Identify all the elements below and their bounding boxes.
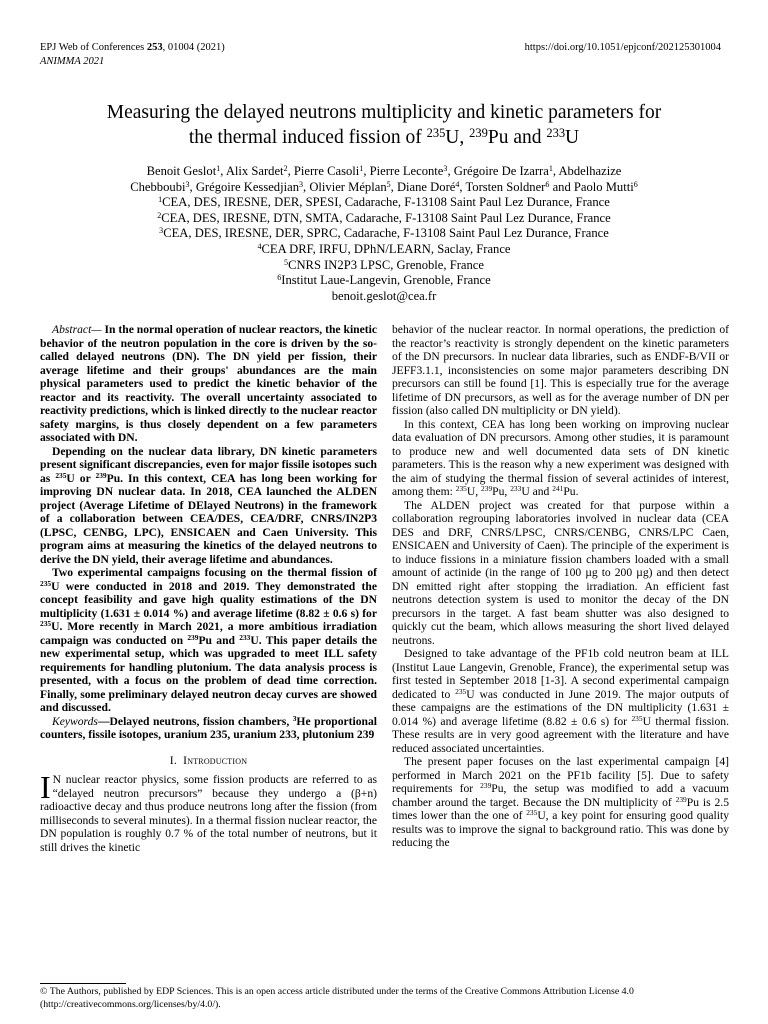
- author-email[interactable]: benoit.geslot@cea.fr: [331, 288, 437, 303]
- footer-rule: [40, 983, 126, 984]
- affiliation: $^4$CEA DRF, IRFU, DPhN/LEARN, Saclay, France: [257, 241, 511, 256]
- keywords-paragraph: Keywords—Delayed neutrons, fission chambers, $^3$He proportional counters, fissile isotopes, uranium 235, uranium 233, plutonium 239: [40, 713, 377, 741]
- body-paragraph: In this context, CEA has long been working on improving nuclear data evaluation of DN precursors. Among other studies, it is paramount to produce new and well documented data sets of DN kinetic parameters. This is the reason why a new experiment was designed with the aim of studying the thermal fission of several actinides of interest, among them: $^{235}$U, $^{239}$Pu, $^{233}$U and $^{241}$Pu.: [392, 417, 729, 498]
- body-paragraph: behavior of the nuclear reactor. In normal operations, the prediction of the reactor’s reactivity is strongly dependent on the kinetic parameters of the DN precursors. In nuclear data libraries, such as ENDF-B/VII or JEFF3.1.1, inconsistencies on some major parameters describing DN precursors can still be found [1]. This is especially true for the average lifetime of DN precursors, as well as for the average number of DN per fission (also called DN multiplicity or DN yield).: [392, 323, 729, 417]
- left-column: [40, 323, 377, 854]
- abstract-paragraph: Two experimental campaigns focusing on the thermal fission of $^{235}$U were conducted in 2018 and 2019. They demonstrated the concept feasibility and gave high quality estimations of the DN multiplicity (1.631 ± 0.014 %) and average lifetime (8.82 ± 0.6 s) for $^{235}$U. More recently in March 2021, a more ambitious irradiation campaign was conducted on $^{239}$Pu and $^{233}$U. This paper details the new experimental setup, which was upgraded to meet ILL safety requirements for handling plutonium. The data analysis process is presented, with a focus on the problem of dead time correction. Finally, some preliminary delayed neutron decay curves are showed and discussed.: [40, 566, 377, 714]
- affiliation: $^3$CEA, DES, IRESNE, DER, SPRC, Cadarache, F-13108 Saint Paul Lez Durance, France: [159, 226, 609, 241]
- license-footer: [40, 986, 730, 1011]
- paper-title: [60, 100, 708, 150]
- license-text: © The Authors, published by EDP Sciences. This is an open access article distributed under the terms of the Creative Commons Attribution License 4.0: [40, 986, 634, 997]
- author-line-1: Benoit Geslot$^1$, Alix Sardet$^2$, Pierre Casoli$^1$, Pierre Leconte$^3$, Grégoire De Izarra$^1$, Abdelhazize: [146, 163, 622, 178]
- title-line-1: Measuring the delayed neutrons multiplicity and kinetic parameters for: [106, 102, 662, 123]
- doi-link[interactable]: https://doi.org/10.1051/epjconf/202125301004: [524, 42, 721, 53]
- affiliation: $^5$CNRS IN2P3 LPSC, Grenoble, France: [284, 257, 484, 272]
- section-heading-introduction: I. Introduction: [169, 753, 248, 767]
- abstract-label: Abstract—: [52, 323, 102, 336]
- affiliation: $^6$Institut Laue-Langevin, Grenoble, France: [277, 273, 491, 288]
- body-paragraph: The ALDEN project was created for that purpose within a collaboration regrouping laboratories involved in nuclear data (CEA DES and DRF, CNRS/LPSC, CNRS/CENBG, CNRS/LPC Caen, ENSICAEN and University of Caen). The principle of the experiment is to induce fissions in a miniature fission chambers loaded with a small amount of actinide (in the range of 100 µg to 200 µg) and then detect DN emitted right after stopping the irradiation. An efficient fast neutrons detection system is used to monitor the decay of the DN precursors in the target. A fast beam shutter was also designed to quickly cut the beam, which allows measuring the short lived delayed neutrons.: [392, 498, 729, 647]
- body-paragraph: The present paper focuses on the last experimental campaign [4] performed in March 2021 on the PF1b facility [5]. Due to safety requirements for $^{239}$Pu, the setup was modified to add a vacuum chamber around the target. Because the DN multiplicity of $^{239}$Pu is 2.5 times lower than the one of $^{235}$U, a key point for ensuring good quality results was to improve the signal to background ratio. This was done by reducing the: [392, 755, 729, 849]
- volume-number: 253: [146, 42, 163, 53]
- drop-cap: I: [40, 769, 51, 805]
- author-block: [60, 164, 708, 304]
- conference-name: ANIMMA 2021: [40, 56, 105, 67]
- affiliation: $^2$CEA, DES, IRESNE, DTN, SMTA, Cadarache, F-13108 Saint Paul Lez Durance, France: [157, 210, 611, 225]
- abstract-paragraph: Abstract— In the normal operation of nuclear reactors, the kinetic behavior of the neutron population in the core is driven by the so-called delayed neutrons (DN). The DN yield per fission, their average lifetime and their groups' abundances are the main physical parameters used to predict the kinetic behavior of the reactor and its reactivity. The overall uncertainty associated to reactivity predictions, which is linked directly to the nuclear reactor safety margins, is thus closely dependent on a few parameters associated with DN.: [40, 323, 377, 444]
- title-line-2: the thermal induced fission of $^{235}$U, $^{239}$Pu and $^{233}$U: [188, 125, 580, 148]
- journal-reference: EPJ Web of Conferences 253, 01004 (2021): [40, 42, 225, 53]
- right-column: [392, 323, 729, 850]
- keywords-label: Keywords: [52, 714, 98, 728]
- affiliation: $^1$CEA, DES, IRESNE, DER, SPESI, Cadarache, F-13108 Saint Paul Lez Durance, France: [158, 195, 610, 210]
- abstract-paragraph: Depending on the nuclear data library, DN kinetic parameters present significant discrepancies, even for major fissile isotopes such as $^{235}$U or $^{239}$Pu. In this context, CEA has long been working for improving DN nuclear data. In 2018, CEA launched the ALDEN project (Average Lifetime of DElayed Neutrons) in the framework of a collaboration between CEA/DES, CEA/DRF, CNRS/IN2P3 (LPSC, CENBG, LPC), ENSICAEN and Caen University. This program aims at measuring the kinetics of the delayed neutrons to derive the DN yield, their average lifetime and abundances.: [40, 444, 378, 566]
- intro-paragraph: I N nuclear reactor physics, some fission products are referred to as “delayed neutron precursors” because they undergo a (β+n) radioactive decay and thus produce neutrons long after the fission (from milliseconds to several minutes). In a thermal fission nuclear reactor, the DN population is roughly 0.7 % of the total number of neutrons, but it still drives the kinetic: [40, 769, 377, 854]
- body-paragraph: Designed to take advantage of the PF1b cold neutron beam at ILL (Institut Laue Langevin, Grenoble, France), the experimental setup was first tested in September 2018 [1-3]. A second experimental campaign dedicated to $^{235}$U was conducted in June 2019. The major outputs of these campaigns are the estimations of the DN multiplicity (1.631 ± 0.014 %) and average lifetime (8.82 ± 0.6 s) for $^{235}$U thermal fission. These results are in very good agreement with the literature and have reduced associated uncertainties.: [392, 647, 729, 755]
- running-header-left: [40, 41, 225, 69]
- author-line-2: Chebboubi$^3$, Grégoire Kessedjian$^3$, Olivier Méplan$^5$, Diane Doré$^4$, Torsten Soldner$^6$ and Paolo Mutti$^6$: [130, 179, 638, 194]
- license-url[interactable]: (http://creativecommons.org/licenses/by/4.0/).: [40, 998, 221, 1010]
